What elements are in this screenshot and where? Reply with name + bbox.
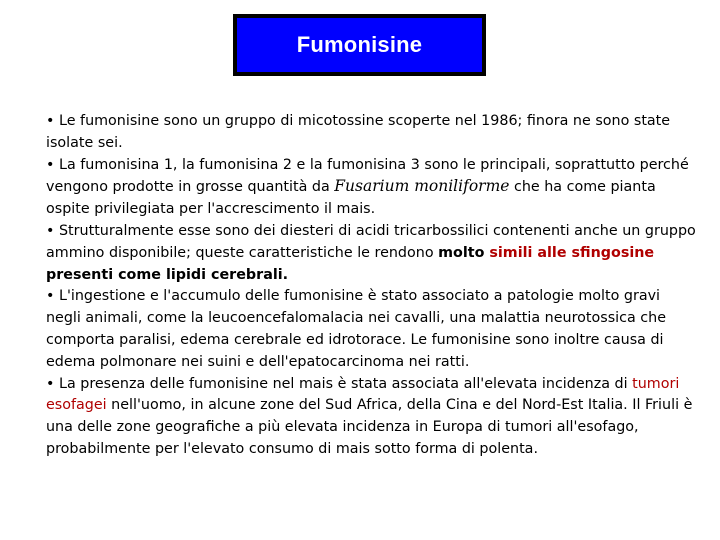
paragraph-text: • L'ingestione e l'accumulo delle fumonisine è stato associato a patologie molto gravi negli animali, come la leucoencefalomalacia nei cavalli, una malattia neurotossica che comporta paralisi, edema cerebrale ed idrotorace. Le fumonisine sono inoltre causa di edema polmonare nei suini e dell'epatocarcinoma nei ratti. [46,288,667,370]
paragraph-text: • Le fumonisine sono un gruppo di micotossine scoperte nel 1986; finora ne sono state isolate sei. [46,113,671,151]
paragraph-pathologies [46,286,696,373]
species-name: Fusarium moniliforme [334,177,510,196]
paragraph-text: • La presenza delle fumonisine nel mais è stata associata all'elevata incidenza di [46,375,633,392]
bold-text: molto [438,244,490,261]
slide-body [46,111,696,461]
paragraph-discovery [46,111,696,155]
paragraph-main-fumonisins [46,155,696,221]
paragraph-text: • Strutturalmente esse sono dei diesteri di acidi tricarbossilici contenenti anche un gruppo ammino disponibile; queste caratteristiche le rendono [46,222,696,261]
bold-text: presenti come lipidi cerebrali. [46,266,289,283]
slide-title: Fumonisine [296,32,423,57]
paragraph-text: nell'uomo, in alcune zone del Sud Africa, della Cina e del Nord-Est Italia. Il Friuli è una delle zone geografiche a più elevata incidenza in Europa di tumori all'esofago, probabilmente per l'elevato consumo di mais sotto forma di polenta. [46,397,693,457]
title-box [233,14,486,76]
highlight-text: simili alle sfingosine [489,244,655,261]
paragraph-text: • La fumonisina 1, la fumonisina 2 e la fumonisina 3 sono le principali, soprattutto perché vengono prodotte in grosse quantità da [46,156,689,196]
paragraph-text: che ha come pianta ospite privilegiata per l'accrescimento il mais. [46,179,656,218]
paragraph-structure [46,221,696,286]
highlight-text: tumori esofagei [46,375,680,414]
paragraph-esophageal-tumors [46,374,696,461]
